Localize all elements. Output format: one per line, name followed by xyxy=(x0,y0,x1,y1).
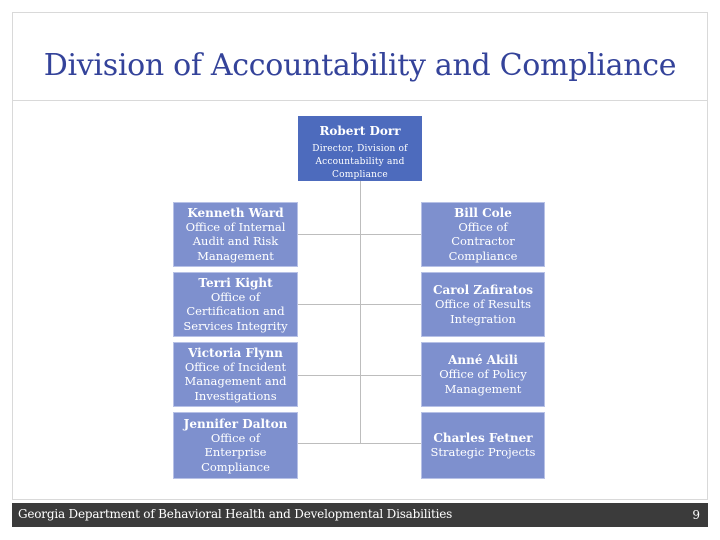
office-name: Office of Results Integration xyxy=(435,297,531,326)
footer-organization: Georgia Department of Behavioral Health and Developmental Disabilities xyxy=(18,507,453,521)
title-band xyxy=(13,13,707,101)
office-box-victoria-flynn xyxy=(173,342,298,407)
connector-right-1 xyxy=(360,234,421,235)
director-box xyxy=(298,116,422,181)
connector-left-3 xyxy=(298,375,360,376)
director-role: Director, Division of Accountability and Compliance xyxy=(312,144,408,180)
office-name: Office of Incident Management and Investigations xyxy=(184,359,287,403)
office-name: Office of Certification and Services Integrity xyxy=(183,289,288,333)
office-head-name: Terri Kight xyxy=(198,275,273,290)
office-head-name: Bill Cole xyxy=(454,205,512,220)
footer-bar xyxy=(12,503,708,527)
office-box-jennifer-dalton xyxy=(173,412,298,479)
office-name: Office of Contractor Compliance xyxy=(448,219,518,263)
office-box-carol-zafiratos xyxy=(421,272,545,337)
office-head-name: Kenneth Ward xyxy=(187,205,284,220)
office-box-anne-akili xyxy=(421,342,545,407)
office-box-charles-fetner xyxy=(421,412,545,479)
office-head-name: Charles Fetner xyxy=(433,431,533,446)
connector-right-2 xyxy=(360,304,421,305)
office-box-bill-cole xyxy=(421,202,545,267)
office-head-name: Jennifer Dalton xyxy=(183,416,288,431)
connector-left-1 xyxy=(298,234,360,235)
slide-title: Division of Accountability and Compliance xyxy=(43,48,677,83)
office-box-terri-kight xyxy=(173,272,298,337)
office-head-name: Carol Zafiratos xyxy=(432,283,534,297)
office-name: Strategic Projects xyxy=(430,445,536,460)
director-name: Robert Dorr xyxy=(319,124,401,138)
connector-left-4 xyxy=(298,443,360,444)
office-name: Office of Internal Audit and Risk Management xyxy=(185,219,286,263)
office-name: Office of Policy Management xyxy=(439,367,527,396)
page-number: 9 xyxy=(692,508,700,522)
connector-right-3 xyxy=(360,375,421,376)
office-head-name: Anné Akili xyxy=(448,353,518,367)
trunk-connector xyxy=(360,181,361,443)
office-name: Office of Enterprise Compliance xyxy=(201,430,270,474)
office-head-name: Victoria Flynn xyxy=(188,345,283,360)
office-box-kenneth-ward xyxy=(173,202,298,267)
connector-left-2 xyxy=(298,304,360,305)
connector-right-4 xyxy=(360,443,421,444)
